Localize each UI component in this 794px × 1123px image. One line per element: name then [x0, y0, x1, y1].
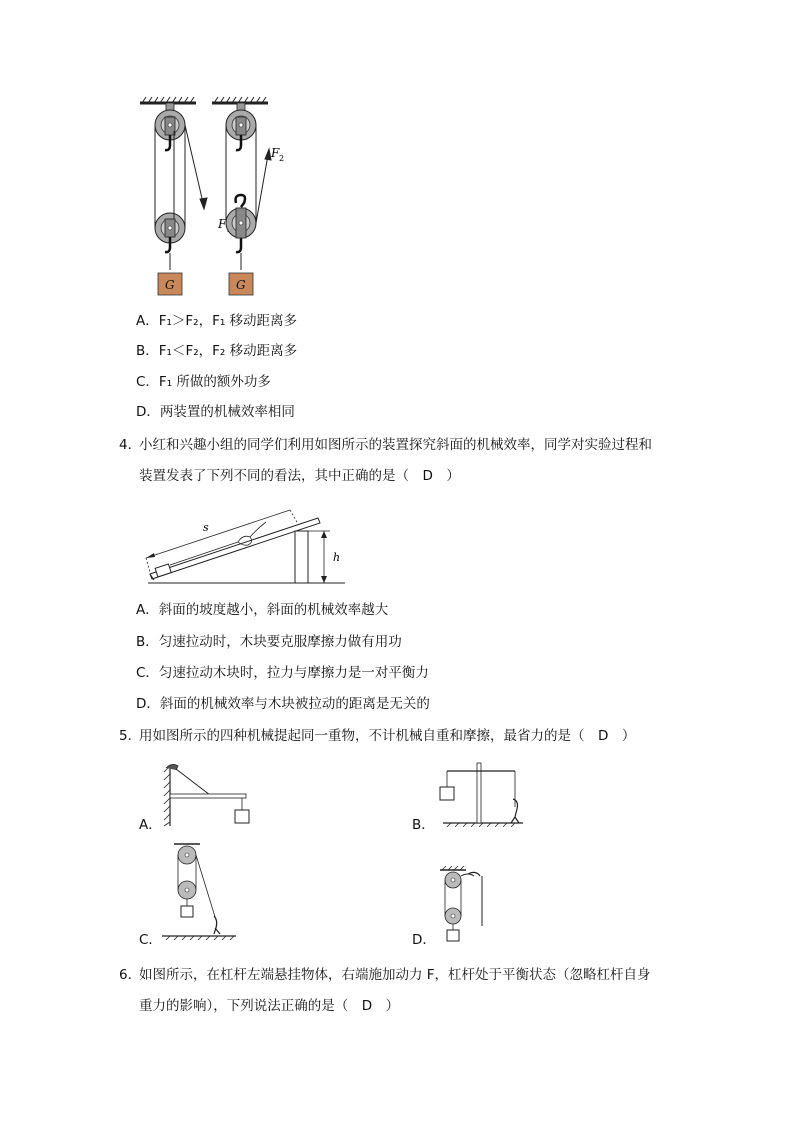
svg-text:F: F — [271, 146, 280, 160]
ceiling-left — [140, 97, 196, 103]
q4-option-d: D．斜面的机械效率与木块被拉动的距离是无关的 — [136, 696, 430, 712]
q5-label-a: A． — [139, 817, 162, 833]
q5-label-d: D． — [412, 932, 436, 948]
svg-text:G: G — [165, 278, 175, 292]
q5-label-b: B． — [412, 817, 435, 833]
q6-stem-line1: 如图所示，在杠杆左端悬挂物体，右端施加动力 F，杠杆处于平衡状态（忽略杠杆自身 — [139, 967, 651, 983]
q6-number: 6． — [119, 967, 142, 983]
q3-option-c: C．F₁ 所做的额外功多 — [136, 374, 271, 390]
right-ropes — [226, 125, 271, 223]
left-ropes — [155, 125, 207, 228]
q6-stem-line2: 重力的影响），下列说法正确的是（ D ） — [139, 998, 400, 1014]
q5-figure-c — [160, 840, 240, 940]
svg-text:G: G — [236, 278, 246, 292]
q4-number: 4． — [119, 437, 142, 453]
wood-block — [155, 564, 171, 577]
h-label: h — [333, 551, 341, 564]
right-fixed-pulley — [226, 103, 256, 150]
weight-block-right — [229, 273, 253, 295]
q5-stem: 用如图所示的四种机械提起同一重物，不计机械自重和摩擦，最省力的是（ D ） — [139, 728, 636, 744]
q3-option-a: A．F₁＞F₂，F₁ 移动距离多 — [136, 313, 298, 329]
pulley-diagram — [130, 95, 300, 305]
q5-number: 5． — [119, 728, 142, 744]
q3-pulley-figure — [130, 95, 300, 305]
q3-option-b: B．F₁＜F₂，F₂ 移动距离多 — [136, 343, 298, 359]
q4-stem-line2: 装置发表了下列不同的看法，其中正确的是（ D ） — [139, 468, 460, 484]
ceiling-right — [212, 97, 268, 103]
q5-figure-a — [160, 760, 260, 828]
incline-diagram — [140, 498, 350, 590]
q5-label-c: C． — [139, 932, 162, 948]
q5-figure-d — [432, 866, 502, 944]
q3-option-d: D．两装置的机械效率相同 — [136, 404, 295, 420]
support-block — [295, 531, 308, 583]
s-arrow — [146, 510, 290, 558]
q4-option-b: B．匀速拉动时，木块要克服摩擦力做有用功 — [136, 634, 402, 650]
svg-text:F: F — [218, 217, 227, 231]
right-movable-pulley — [226, 195, 256, 270]
f2-label — [270, 146, 284, 163]
s-label: s — [203, 521, 209, 534]
left-movable-pulley — [155, 213, 185, 270]
q4-option-c: C．匀速拉动木块时，拉力与摩擦力是一对平衡力 — [136, 665, 429, 681]
left-fixed-pulley — [155, 103, 185, 150]
q4-option-a: A．斜面的坡度越小，斜面的机械效率越大 — [136, 602, 389, 618]
q4-stem-line1: 小红和兴趣小组的同学们利用如图所示的装置探究斜面的机械效率，同学对实验过程和 — [139, 437, 652, 453]
q5-figure-b — [435, 757, 530, 827]
svg-text:2: 2 — [279, 154, 285, 163]
weight-block-left — [158, 273, 182, 295]
q4-incline-figure — [140, 498, 350, 590]
